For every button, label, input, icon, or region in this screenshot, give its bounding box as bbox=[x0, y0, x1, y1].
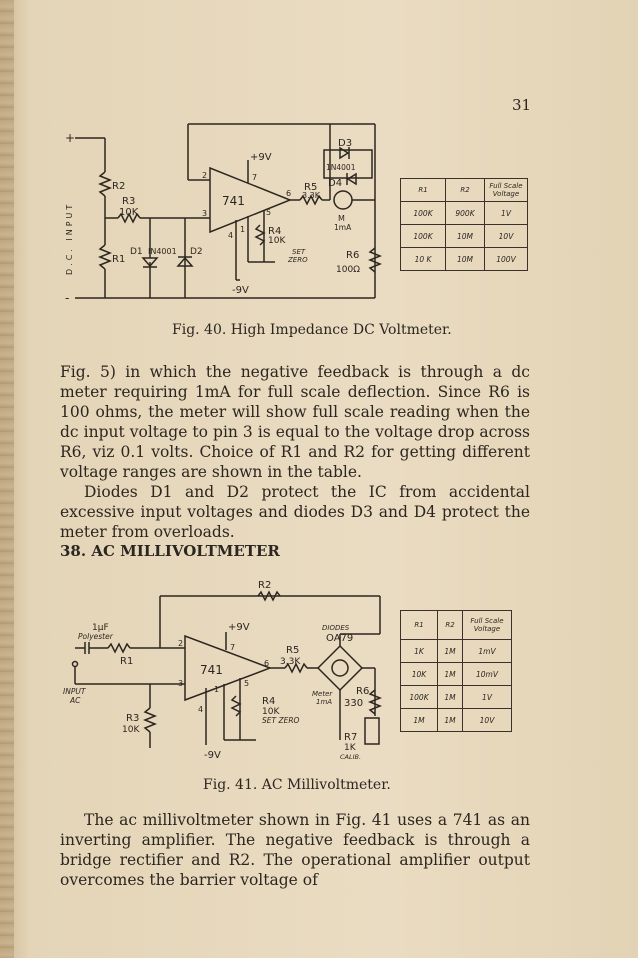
table-row bbox=[401, 686, 512, 709]
page-number: 31 bbox=[512, 96, 532, 114]
fig41-cap-type: Polyester bbox=[78, 632, 113, 641]
fig41-input-label: INPUT bbox=[63, 687, 86, 696]
table-cell: 900K bbox=[446, 202, 485, 225]
fig40-pin6: 6 bbox=[286, 189, 292, 198]
fig41-pin3: 3 bbox=[178, 679, 184, 688]
fig41-range-table bbox=[400, 610, 512, 732]
table-cell: 10 K bbox=[401, 248, 446, 271]
fig41-r6-label: R6 bbox=[356, 686, 370, 697]
fig40-r6-value: 100Ω bbox=[336, 265, 361, 275]
fig41-meter-label: Meter bbox=[312, 690, 333, 698]
fig40-meter-value: 1mA bbox=[334, 223, 352, 232]
table-cell: 100V bbox=[485, 248, 528, 271]
table-row bbox=[401, 640, 512, 663]
fig40-r4-label: R4 bbox=[268, 226, 282, 237]
fig40-set-zero-2: ZERO bbox=[288, 256, 308, 264]
table-cell: 100K bbox=[401, 686, 438, 709]
table-header-row bbox=[401, 611, 512, 640]
fig41-r4-value: 10K bbox=[262, 707, 280, 717]
fig40-d2-label: D2 bbox=[190, 247, 203, 257]
fig41-schematic bbox=[55, 575, 400, 765]
table-cell: 1M bbox=[401, 709, 438, 732]
table-cell: 1M bbox=[438, 686, 463, 709]
fig40-r3-label: R3 bbox=[122, 196, 136, 207]
fig41-pin4: 4 bbox=[198, 705, 204, 714]
table-header-r1: R1 bbox=[401, 179, 446, 202]
fig40-pin7: 7 bbox=[252, 173, 258, 182]
fig41-diodes-label: DIODES bbox=[322, 624, 350, 632]
fig41-supply-neg: -9V bbox=[204, 750, 221, 761]
fig40-r1-label: R1 bbox=[112, 254, 126, 265]
fig40-d3-part: 1N4001 bbox=[326, 163, 356, 172]
fig41-cap-label: 1μF bbox=[92, 623, 109, 633]
paragraph-1: Fig. 5) in which the negative feedback is through a dc meter requiring 1mA for full scale deflection. Since R6 is 100 ohms, the meter will show full scale reading when the dc input voltage to pin 3 is equal to the voltage drop across R6, viz 0.1 volts. Choice of R1 and R2 for getting different voltage ranges are shown in the table. bbox=[60, 363, 530, 481]
fig40-ic-label: 741 bbox=[222, 194, 245, 208]
fig41-r3-label: R3 bbox=[126, 713, 140, 724]
table-cell: 10V bbox=[463, 709, 512, 732]
table-cell: 10M bbox=[446, 248, 485, 271]
page-binding-edge bbox=[0, 0, 14, 958]
fig41-pin1: 1 bbox=[214, 685, 220, 694]
fig40-r5-value: 3.3K bbox=[302, 191, 320, 200]
fig41-r5-value: 3.3K bbox=[280, 657, 301, 667]
table-header-row bbox=[401, 179, 528, 202]
fig40-supply-pos: +9V bbox=[250, 152, 272, 163]
fig40-r4-value: 10K bbox=[268, 236, 286, 246]
table-cell: 1M bbox=[438, 709, 463, 732]
fig40-pin2: 2 bbox=[202, 171, 208, 180]
fig41-input-ac: AC bbox=[70, 696, 81, 705]
table-cell: 10M bbox=[446, 225, 485, 248]
table-cell: 1V bbox=[485, 202, 528, 225]
table-cell: 10V bbox=[485, 225, 528, 248]
paragraph-3: The ac millivoltmeter shown in Fig. 41 uses a 741 as an inverting amplifier. The negative feedback is through a bridge rectifier and R2. The operational amplifier output overcomes the barrier voltage of bbox=[60, 811, 530, 889]
table-cell: 1V bbox=[463, 686, 512, 709]
table-header-r2: R2 bbox=[446, 179, 485, 202]
fig40-minus-label: - bbox=[65, 291, 70, 305]
table-cell: 100K bbox=[401, 225, 446, 248]
table-header-fsv: Full Scale Voltage bbox=[463, 611, 512, 640]
fig41-r6-value: 330 bbox=[344, 698, 364, 709]
fig40-input-label: D.C. INPUT bbox=[65, 201, 74, 275]
table-cell: 1mV bbox=[463, 640, 512, 663]
table-header-fsv: Full Scale Voltage bbox=[485, 179, 528, 202]
fig41-r1-label: R1 bbox=[120, 656, 134, 667]
fig40-r3-value: 10K bbox=[119, 207, 139, 218]
fig41-pin2: 2 bbox=[178, 639, 184, 648]
fig40-d1-part: IN4001 bbox=[148, 247, 177, 256]
fig41-calib: CALIB. bbox=[340, 753, 362, 761]
table-header-r1: R1 bbox=[401, 611, 438, 640]
fig41-pin5: 5 bbox=[244, 679, 250, 688]
fig41-r3-value: 10K bbox=[122, 725, 140, 735]
fig41-ic-label: 741 bbox=[200, 663, 223, 677]
fig40-plus-label: + bbox=[65, 131, 76, 145]
fig40-pin5: 5 bbox=[266, 208, 272, 217]
table-cell: 10K bbox=[401, 663, 438, 686]
fig41-pin7: 7 bbox=[230, 643, 236, 652]
fig41-r4-label: R4 bbox=[262, 696, 276, 707]
table-cell: 1K bbox=[401, 640, 438, 663]
fig41-supply-pos: +9V bbox=[228, 622, 250, 633]
fig41-diodes-part: OA79 bbox=[326, 633, 354, 644]
fig40-meter-label: M bbox=[338, 214, 345, 223]
fig40-d3-label: D3 bbox=[338, 138, 353, 149]
fig40-pin4: 4 bbox=[228, 231, 234, 240]
fig40-schematic bbox=[55, 110, 395, 310]
table-row bbox=[401, 225, 528, 248]
fig40-r6-label: R6 bbox=[346, 250, 360, 261]
fig40-supply-neg: -9V bbox=[232, 285, 249, 296]
fig41-pin6: 6 bbox=[264, 659, 270, 668]
table-row bbox=[401, 709, 512, 732]
table-row bbox=[401, 202, 528, 225]
table-cell: 10mV bbox=[463, 663, 512, 686]
fig41-r2-label: R2 bbox=[258, 580, 272, 591]
fig41-r5-label: R5 bbox=[286, 645, 300, 656]
table-row bbox=[401, 248, 528, 271]
fig41-caption: Fig. 41. AC Millivoltmeter. bbox=[203, 777, 391, 793]
fig40-caption: Fig. 40. High Impedance DC Voltmeter. bbox=[172, 322, 452, 338]
fig40-r5-label: R5 bbox=[304, 182, 318, 193]
fig40-pin3: 3 bbox=[202, 209, 208, 218]
fig40-d1-label: D1 bbox=[130, 247, 143, 257]
fig40-r2-label: R2 bbox=[112, 181, 126, 192]
fig41-r7-value: 1K bbox=[344, 743, 356, 753]
fig40-d4-label: D4 bbox=[328, 178, 343, 189]
table-row bbox=[401, 663, 512, 686]
table-cell: 1M bbox=[438, 640, 463, 663]
fig41-r7-label: R7 bbox=[344, 732, 358, 743]
fig41-meter-value: 1mA bbox=[316, 698, 333, 706]
fig40-pin1: 1 bbox=[240, 225, 246, 234]
fig40-set-zero-1: SET bbox=[292, 248, 306, 256]
body-text-block-2 bbox=[60, 810, 530, 890]
section-heading: 38. AC MILLIVOLTMETER bbox=[60, 542, 280, 560]
table-header-r2: R2 bbox=[438, 611, 463, 640]
table-cell: 100K bbox=[401, 202, 446, 225]
fig41-set-zero: SET ZERO bbox=[262, 716, 300, 725]
table-cell: 1M bbox=[438, 663, 463, 686]
fig40-range-table bbox=[400, 178, 528, 271]
body-text-block-1 bbox=[60, 362, 530, 542]
paragraph-2: Diodes D1 and D2 protect the IC from accidental excessive input voltages and diodes D3 and D4 protect the meter from overloads. bbox=[60, 483, 530, 541]
